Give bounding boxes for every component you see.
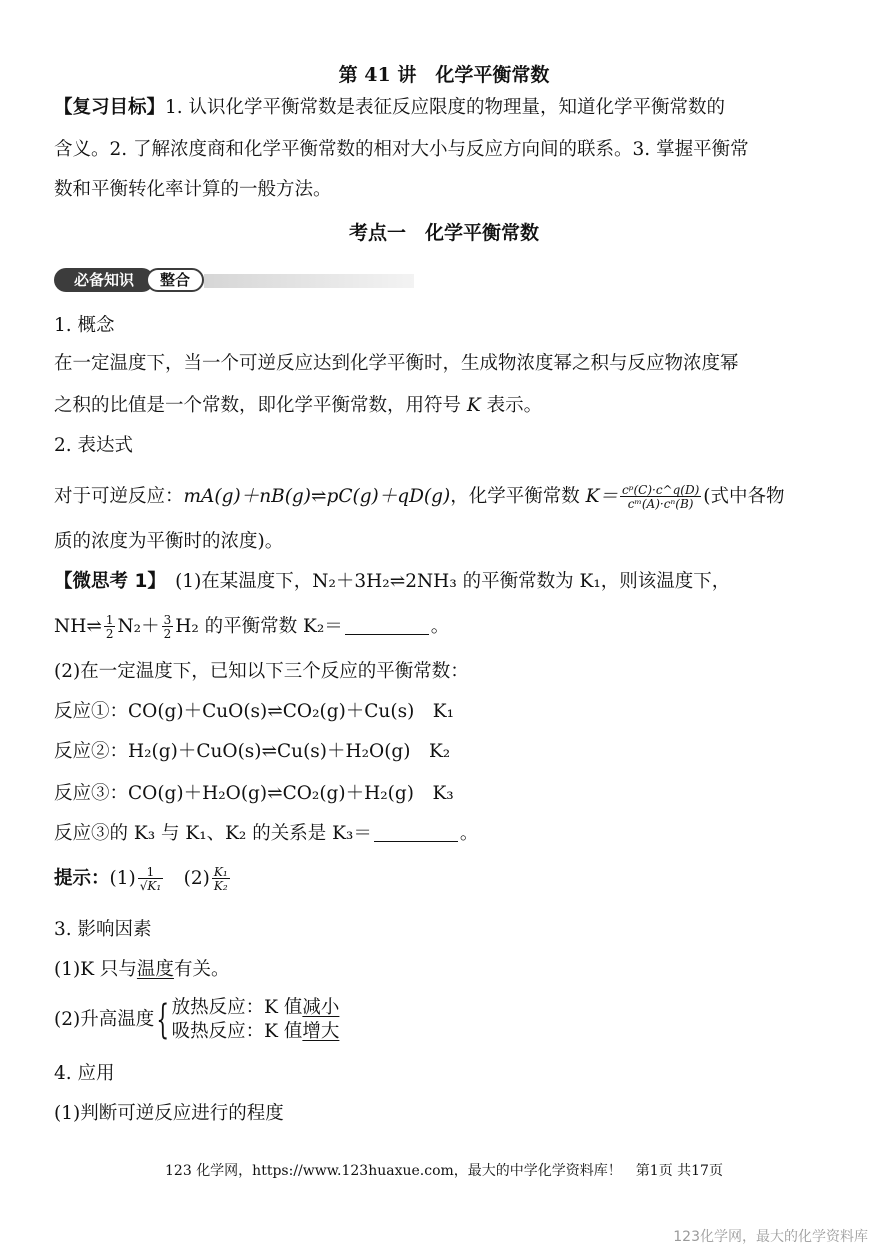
hint-label: 提示： xyxy=(54,868,110,889)
hint-fraction-2: $\frac{\text{K₁}}{\text{K₂}}$ xyxy=(213,865,228,893)
brace-icon: { xyxy=(156,997,170,1043)
fraction-three-halves: $\frac{3}{2}$ xyxy=(163,613,172,641)
banner-strip xyxy=(204,274,414,288)
knowledge-banner xyxy=(54,268,414,294)
watermark: 123化学网，最大的化学资料库 xyxy=(673,1229,868,1245)
answer-blank-2 xyxy=(374,825,458,842)
reaction-3: 反应③：CO(g)＋H₂O(g)⇌CO₂(g)＋H₂(g) K₃ xyxy=(54,783,454,804)
heading-application: 4. 应用 xyxy=(54,1063,115,1084)
concept-line-1: 在一定温度下，当一个可逆反应达到化学平衡时，生成物浓度幂之积与反应物浓度幂 xyxy=(54,353,739,374)
equilibrium-constant-fraction: $\frac{\text{cᵖ(C)·c\textasciicircum{}q(D)}}{\text{cᵐ(A)·cⁿ(B)}}$ xyxy=(621,483,700,511)
factor-2: (2)升高温度{ 放热反应：K 值减小 吸热反应：K 值增大 xyxy=(54,997,340,1043)
think-line-1: 【微思考 1】 (1)在某温度下，N₂＋3H₂⇌2NH₃ 的平衡常数为 K₁，则该温度下， xyxy=(54,571,731,592)
concept-line-2: 之积的比值是一个常数，即化学平衡常数，用符号 K 表示。 xyxy=(54,395,543,416)
heading-factors: 3. 影响因素 xyxy=(54,919,152,940)
review-goals-text-1: 1. 认识化学平衡常数是表征反应限度的物理量，知道化学平衡常数的 xyxy=(165,97,726,118)
application-1: (1)判断可逆反应进行的程度 xyxy=(54,1103,284,1124)
factor-temperature: 温度 xyxy=(136,959,174,980)
symbol-K: K xyxy=(466,395,481,416)
heading-expression: 2. 表达式 xyxy=(54,435,134,456)
think-line-2: NH⇌ $\frac{1}{2}$ N₂＋ $\frac{3}{2}$ H₂ 的平衡常数 K₂＝ 。 xyxy=(54,613,450,641)
reaction-relation: 反应③的 K₃ 与 K₁、K₂ 的关系是 K₃＝ 。 xyxy=(54,823,479,844)
review-goals-line-2: 含义。2. 了解浓度商和化学平衡常数的相对大小与反应方向间的联系。3. 掌握平衡常 xyxy=(54,139,749,160)
review-goals-line-3: 数和平衡转化率计算的一般方法。 xyxy=(54,179,332,200)
section-title: 考点一 化学平衡常数 xyxy=(348,222,539,244)
review-goals-line-1 xyxy=(54,96,844,120)
expression-line-2: 质的浓度为平衡时的浓度)。 xyxy=(54,531,284,552)
general-reaction: mA(g)＋nB(g)⇌pC(g)＋qD(g) xyxy=(183,486,451,507)
expression-line-1: 对于可逆反应：mA(g)＋nB(g)⇌pC(g)＋qD(g)，化学平衡常数 K＝ $\frac{\text{cᵖ(C)·c\textasciicircum{}q(D)}}{\text{cᵐ(A)·cⁿ(B)}}$ (式中各物 xyxy=(54,483,785,511)
reaction-1: 反应①：CO(g)＋CuO(s)⇌CO₂(g)＋Cu(s) K₁ xyxy=(54,701,455,722)
banner-label-required: 必备知识 xyxy=(54,268,154,292)
lesson-title: 第 41 讲 化学平衡常数 xyxy=(338,64,550,86)
hint-line: 提示：(1) $\frac{1}{\text{√K₁}}$ (2) $\frac{\text{K₁}}{\text{K₂}}$ xyxy=(54,865,228,893)
heading-concept: 1. 概念 xyxy=(54,315,115,336)
reaction-2: 反应②：H₂(g)＋CuO(s)⇌Cu(s)＋H₂O(g) K₂ xyxy=(54,741,451,762)
factor-2-cases: 放热反应：K 值减小 吸热反应：K 值增大 xyxy=(171,997,340,1042)
banner-label-integrate: 整合 xyxy=(146,268,204,292)
answer-blank-1 xyxy=(345,618,429,635)
think-line-3: (2)在一定温度下，已知以下三个反应的平衡常数： xyxy=(54,661,469,682)
fraction-one-half: $\frac{1}{2}$ xyxy=(105,613,114,641)
page-footer: 123 化学网，https://www.123huaxue.com，最大的中学化学资料库！ 第1页 共17页 xyxy=(165,1163,723,1179)
think-label: 【微思考 1】 xyxy=(54,571,157,592)
hint-fraction-1: $\frac{1}{\text{√K₁}}$ xyxy=(139,865,162,893)
factor-1: (1)K 只与温度有关。 xyxy=(54,959,230,980)
review-goals-label: 【复习目标】 xyxy=(54,97,166,118)
